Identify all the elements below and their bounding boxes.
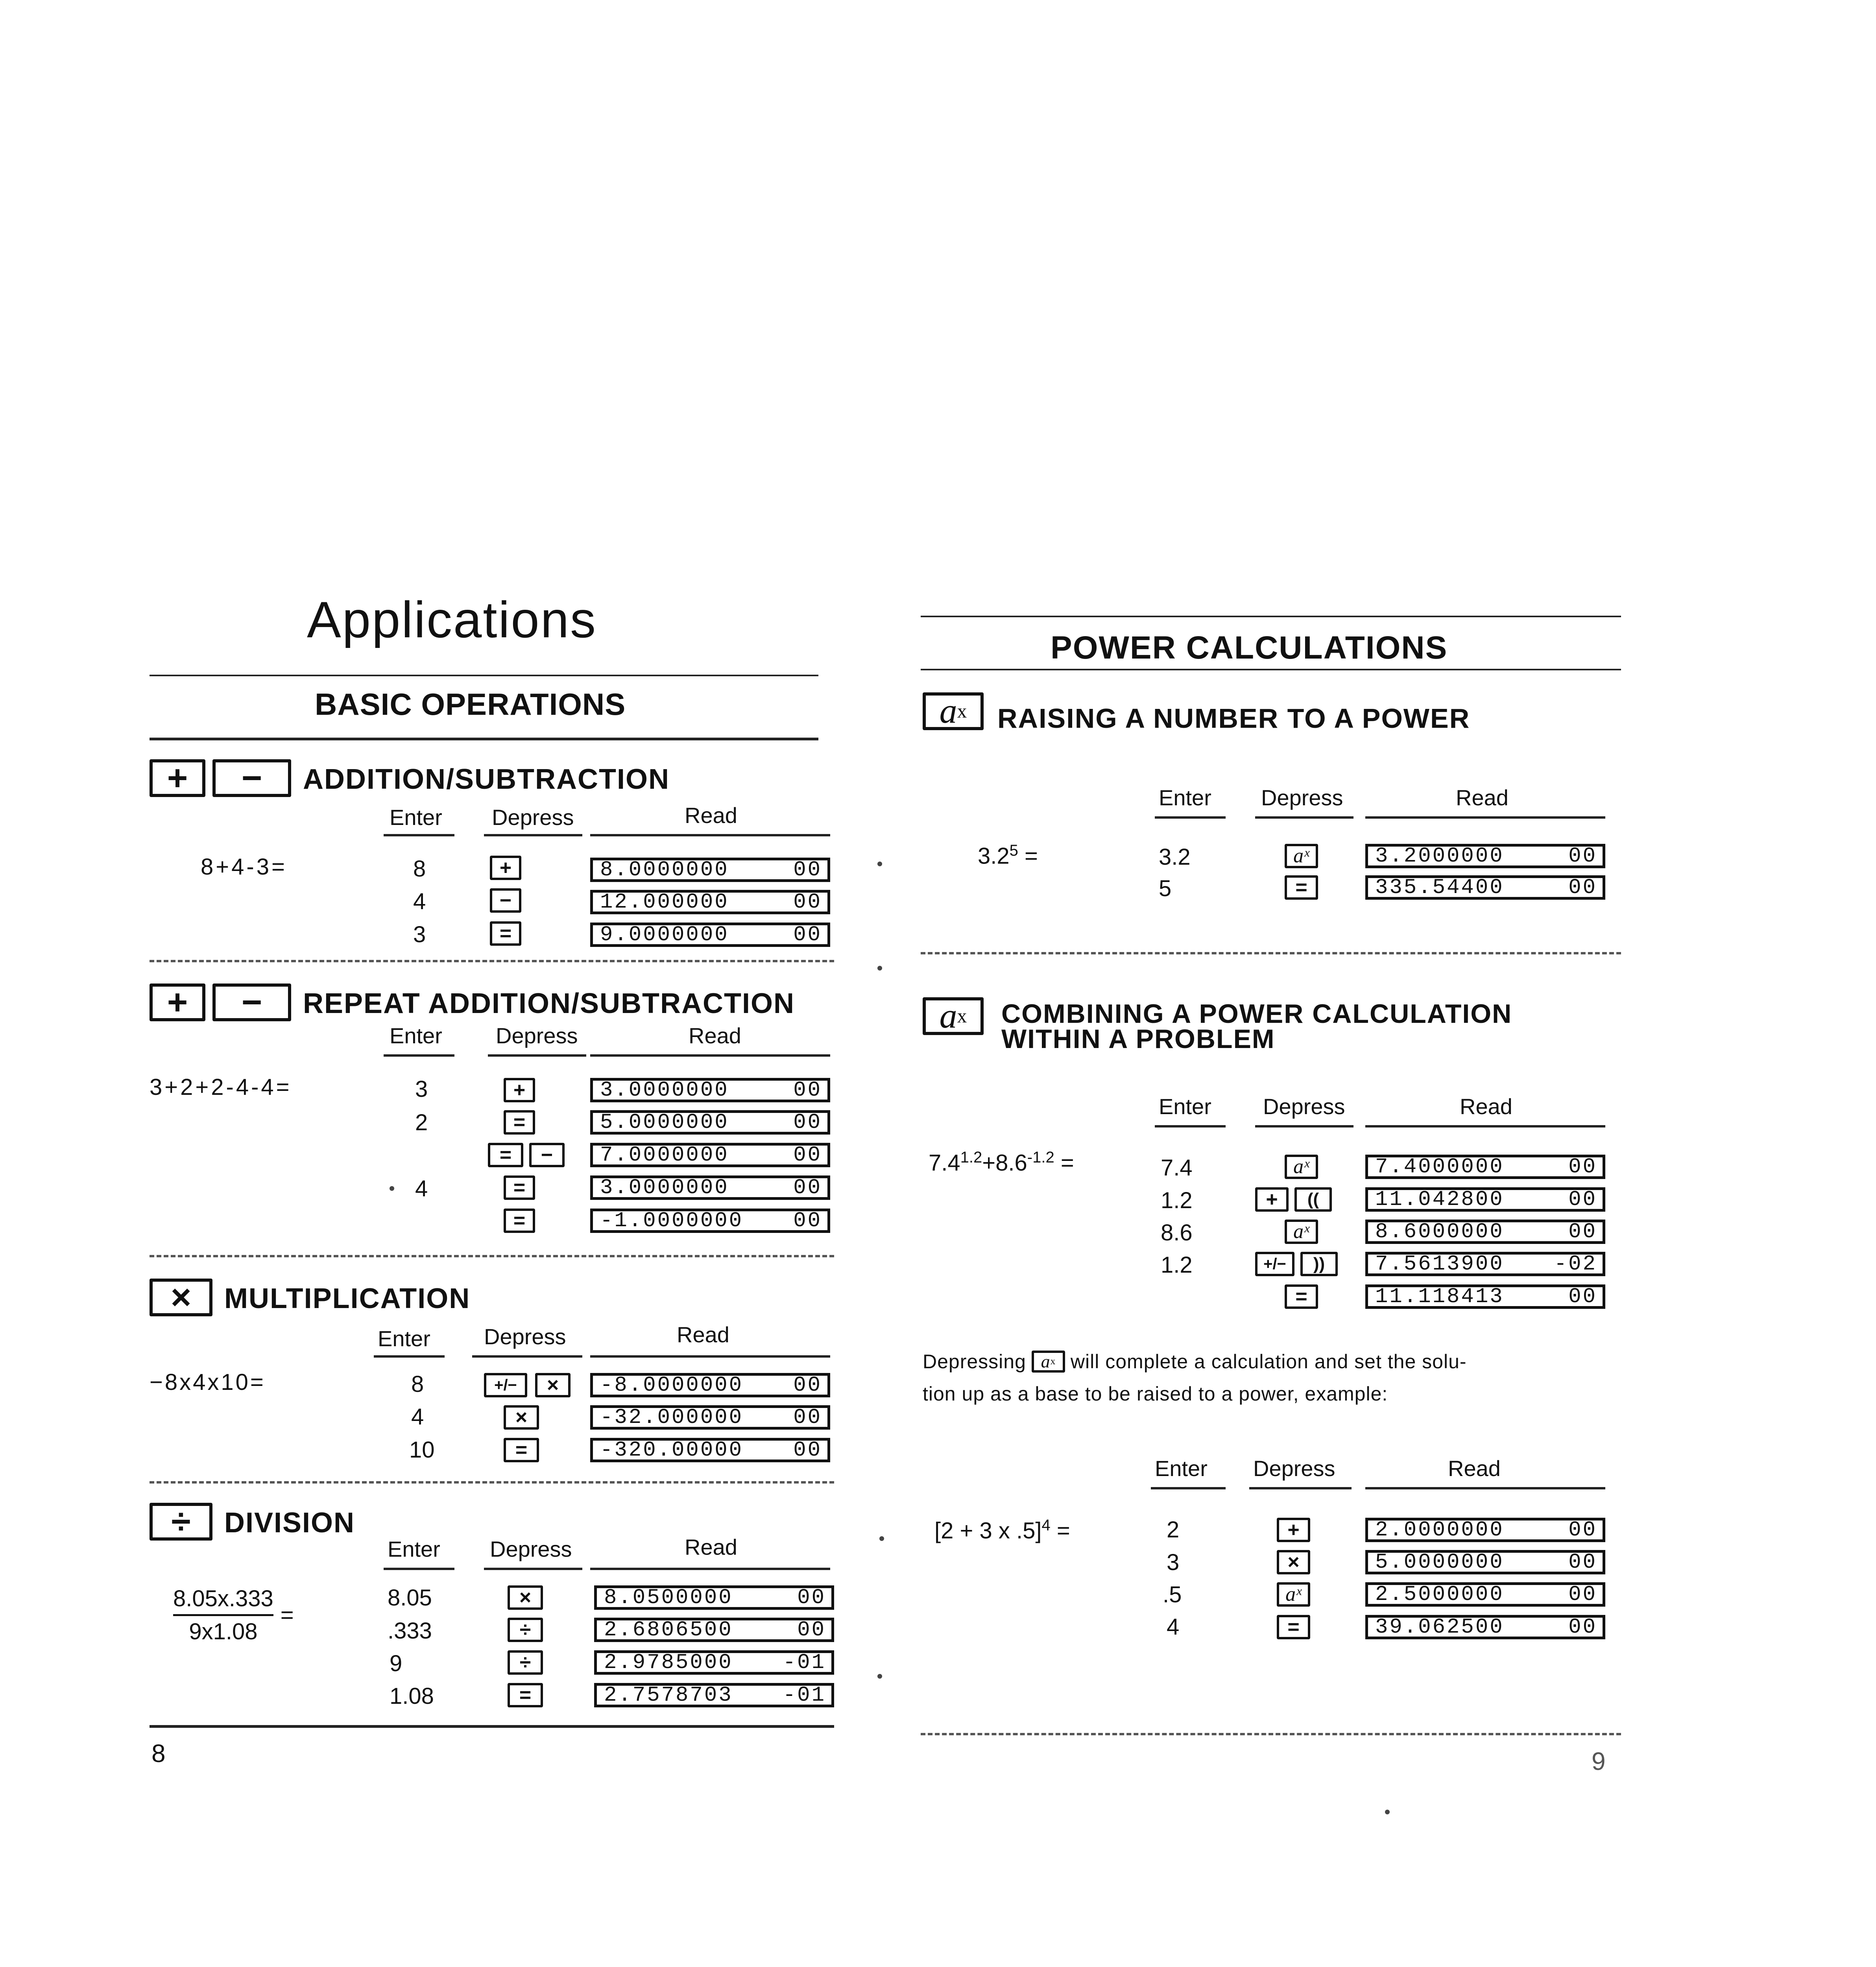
enter-value: 9 (390, 1651, 403, 1676)
readout-exponent: 00 (793, 1438, 822, 1462)
divider (150, 1481, 834, 1484)
column-header-read: Read (689, 1023, 741, 1048)
enter-value: 4 (413, 889, 426, 914)
column-header-enter: Enter (390, 805, 442, 830)
column-rule (1365, 1125, 1605, 1127)
equals-sign: = (280, 1602, 294, 1628)
expression: 8+4-3= (201, 854, 287, 880)
paragraph-text: Depressing (923, 1351, 1026, 1373)
enter-value: 3 (413, 922, 426, 947)
column-rule (384, 834, 454, 836)
readout-display (590, 1078, 830, 1102)
dot-mark (879, 1536, 884, 1541)
enter-value: 3.2 (1159, 844, 1191, 870)
column-rule (1255, 1125, 1353, 1127)
readout-exponent: 00 (793, 923, 822, 947)
readout-exponent: 00 (793, 1175, 822, 1200)
expression: 3+2+2-4-4= (150, 1074, 292, 1100)
divider (921, 952, 1621, 954)
column-rule (1249, 1487, 1352, 1489)
readout-mantissa: 2.9785000 (604, 1650, 733, 1675)
denominator: 9x1.08 (189, 1619, 258, 1644)
dot-mark (877, 966, 882, 971)
readout-display (590, 1143, 830, 1167)
readout-mantissa: -320.00000 (600, 1438, 744, 1462)
readout-exponent: 00 (1568, 875, 1597, 900)
readout-exponent: -01 (783, 1650, 826, 1675)
equals-key-icon: = (1285, 1284, 1318, 1309)
column-rule (590, 1568, 830, 1570)
column-rule (384, 1054, 454, 1057)
enter-value: 4 (415, 1176, 428, 1201)
readout-exponent: 00 (1568, 1518, 1597, 1542)
power-key-icon: aˣ (1285, 1155, 1318, 1179)
section-heading: POWER CALCULATIONS (1051, 630, 1448, 666)
page-number: 9 (1592, 1747, 1606, 1775)
paragraph-text: will complete a calculation and set the solu- (1070, 1351, 1467, 1373)
page-title: Applications (307, 591, 597, 648)
expression-base: 3.2 (978, 843, 1010, 869)
readout-exponent: 00 (1568, 1582, 1597, 1607)
divider (921, 1733, 1621, 1735)
section-title-repeat: REPEAT ADDITION/SUBTRACTION (303, 988, 795, 1019)
readout-display (590, 1110, 830, 1135)
enter-value: 7.4 (1161, 1155, 1193, 1181)
readout-exponent: 00 (793, 1110, 822, 1135)
readout-display (1365, 1615, 1605, 1639)
section-title-division: DIVISION (224, 1507, 355, 1539)
readout-mantissa: -8.0000000 (600, 1373, 744, 1397)
expression-exponent: 5 (1009, 842, 1018, 859)
column-header-enter: Enter (388, 1537, 440, 1561)
column-rule (1155, 816, 1226, 819)
enter-value: 1.2 (1161, 1188, 1193, 1213)
power-key-base: a (1041, 1351, 1051, 1371)
readout-exponent: -01 (783, 1683, 826, 1707)
column-header-enter: Enter (1159, 1094, 1211, 1119)
power-key-exponent: x (957, 700, 967, 722)
divider (150, 1255, 834, 1257)
readout-display (1365, 1155, 1605, 1179)
plus-key-icon: + (150, 984, 205, 1021)
enter-value: 8.6 (1161, 1220, 1193, 1246)
column-header-read: Read (685, 803, 737, 828)
readout-exponent: 00 (797, 1585, 826, 1610)
readout-exponent: 00 (1568, 1155, 1597, 1179)
divider (150, 738, 818, 740)
multiply-key-icon: × (535, 1373, 571, 1397)
power-key-icon: aˣ (1285, 844, 1318, 868)
readout-display (1365, 1550, 1605, 1574)
divide-key-icon: ÷ (150, 1503, 212, 1541)
column-rule (374, 1355, 445, 1358)
readout-display (590, 890, 830, 914)
column-rule (1365, 1487, 1605, 1489)
section-title-raising: RAISING A NUMBER TO A POWER (997, 703, 1470, 734)
plus-key-icon: + (150, 759, 205, 797)
expression-term: 7.4 (929, 1150, 960, 1176)
readout-exponent: 00 (1568, 1187, 1597, 1212)
expression (934, 1517, 1070, 1544)
readout-mantissa: 39.062500 (1375, 1615, 1504, 1639)
readout-exponent: 00 (1568, 1220, 1597, 1244)
enter-value: 3 (415, 1076, 428, 1102)
column-rule (1255, 816, 1353, 819)
power-key-base: a (939, 692, 957, 731)
paragraph-line (923, 1345, 1623, 1378)
column-header-depress: Depress (1263, 1094, 1345, 1119)
readout-mantissa: 8.6000000 (1375, 1220, 1504, 1244)
numerator: 8.05x.333 (173, 1586, 273, 1611)
readout-exponent: 00 (1568, 844, 1597, 868)
column-rule (590, 1355, 830, 1358)
equals-key-icon: = (1285, 875, 1318, 900)
close-paren-key-icon: )) (1300, 1252, 1338, 1276)
readout-mantissa: 7.5613900 (1375, 1252, 1504, 1276)
minus-key-icon: − (529, 1143, 565, 1167)
equals-key-icon: = (504, 1110, 535, 1135)
readout-exponent: 00 (793, 890, 822, 914)
enter-value: 1.2 (1161, 1252, 1193, 1278)
equals-sign: = (1060, 1150, 1074, 1176)
dot-mark (877, 862, 882, 866)
section-title-combining (1001, 1001, 1512, 1052)
readout-mantissa: 2.0000000 (1375, 1518, 1504, 1542)
divider (150, 675, 818, 676)
readout-mantissa: -32.000000 (600, 1405, 744, 1430)
enter-value: 2 (415, 1110, 428, 1135)
dot-mark (390, 1186, 394, 1191)
explanation-paragraph (923, 1345, 1623, 1410)
multiply-key-icon: × (508, 1585, 543, 1610)
multiply-key-icon: × (150, 1279, 212, 1316)
fraction (173, 1585, 273, 1645)
equals-key-icon: = (508, 1683, 543, 1707)
section-title-addition: ADDITION/SUBTRACTION (303, 764, 670, 795)
enter-value: 4 (1167, 1614, 1180, 1640)
section-title-multiplication: MULTIPLICATION (224, 1283, 471, 1314)
expression-exponent: 1.2 (960, 1149, 982, 1166)
column-header-read: Read (677, 1322, 729, 1347)
column-rule (590, 1054, 830, 1057)
power-key-icon (1032, 1351, 1065, 1373)
readout-mantissa: 9.0000000 (600, 923, 729, 947)
readout-exponent: 00 (793, 1143, 822, 1167)
readout-display (590, 923, 830, 947)
plus-key-icon: + (1255, 1187, 1289, 1212)
column-header-read: Read (1456, 785, 1509, 810)
readout-display (594, 1650, 834, 1675)
column-header-enter: Enter (1159, 785, 1211, 810)
plus-key-icon: + (490, 856, 521, 880)
readout-exponent: 00 (793, 858, 822, 882)
enter-value: 5 (1159, 876, 1172, 901)
equals-key-icon: = (504, 1175, 535, 1200)
readout-display (1365, 1252, 1605, 1276)
expression-term: 8.6 (995, 1150, 1027, 1176)
expression (929, 1149, 1074, 1176)
expression: −8x4x10= (150, 1369, 266, 1395)
enter-value: 3 (1167, 1550, 1180, 1575)
minus-key-icon: − (212, 984, 291, 1021)
plus-key-icon: + (504, 1078, 535, 1102)
power-key-icon: aˣ (1285, 1220, 1318, 1244)
readout-exponent: 00 (1568, 1284, 1597, 1309)
readout-display (1365, 875, 1605, 900)
dot-mark (877, 1674, 882, 1679)
enter-value: .333 (388, 1618, 432, 1644)
power-key-icon (923, 997, 984, 1035)
column-rule (1155, 1125, 1226, 1127)
column-rule (488, 1054, 586, 1057)
readout-display (594, 1683, 834, 1707)
readout-exponent: 00 (793, 1373, 822, 1397)
equals-key-icon: = (1277, 1615, 1310, 1639)
page-number: 8 (151, 1739, 166, 1768)
enter-value: 1.08 (390, 1683, 434, 1709)
readout-mantissa: 3.0000000 (600, 1175, 729, 1200)
enter-value: 4 (411, 1404, 424, 1430)
expression-base: [2 + 3 x .5] (934, 1518, 1042, 1544)
readout-mantissa: 7.0000000 (600, 1143, 729, 1167)
column-rule (384, 1568, 454, 1570)
divider (921, 669, 1621, 670)
column-rule (484, 834, 582, 836)
divide-key-icon: ÷ (508, 1618, 543, 1642)
plus-sign: + (982, 1150, 996, 1176)
multiply-key-icon: × (504, 1405, 539, 1430)
column-header-enter: Enter (390, 1023, 442, 1048)
readout-mantissa: -1.0000000 (600, 1209, 744, 1233)
fraction-bar (173, 1614, 273, 1616)
equals-key-icon: = (488, 1143, 523, 1167)
dot-mark (1385, 1810, 1390, 1814)
equals-key-icon: = (504, 1438, 539, 1462)
readout-exponent: 00 (793, 1405, 822, 1430)
equals-key-icon: = (490, 921, 521, 946)
readout-display (590, 858, 830, 882)
equals-sign: = (1025, 843, 1038, 869)
enter-value: .5 (1163, 1582, 1182, 1607)
readout-exponent: -02 (1554, 1252, 1597, 1276)
power-key-exponent: x (957, 1005, 967, 1027)
readout-mantissa: 335.54400 (1375, 875, 1504, 900)
column-header-depress: Depress (1253, 1456, 1335, 1481)
multiply-key-icon: × (1277, 1550, 1310, 1574)
open-paren-key-icon: (( (1294, 1187, 1332, 1212)
paragraph-line: tion up as a base to be raised to a power, example: (923, 1383, 1388, 1405)
column-header-read: Read (685, 1535, 737, 1559)
readout-mantissa: 2.6806500 (604, 1618, 733, 1642)
equals-key-icon: = (504, 1209, 535, 1233)
section-title-line: WITHIN A PROBLEM (1001, 1024, 1275, 1054)
minus-key-icon: − (490, 888, 521, 913)
readout-display (594, 1585, 834, 1610)
section-heading: BASIC OPERATIONS (315, 687, 626, 721)
minus-key-icon: − (212, 759, 291, 797)
fraction-expression (173, 1585, 294, 1645)
readout-display (1365, 1582, 1605, 1607)
divider (150, 960, 834, 962)
power-key-icon (923, 692, 984, 730)
readout-mantissa: 11.042800 (1375, 1187, 1504, 1212)
column-header-depress: Depress (496, 1023, 578, 1048)
readout-mantissa: 8.0500000 (604, 1585, 733, 1610)
column-header-read: Read (1460, 1094, 1512, 1119)
readout-exponent: 00 (1568, 1550, 1597, 1574)
readout-display (590, 1373, 830, 1397)
enter-value: 8 (413, 856, 426, 882)
expression (978, 842, 1038, 869)
readout-mantissa: 7.4000000 (1375, 1155, 1504, 1179)
readout-display (1365, 1284, 1605, 1309)
readout-display (1365, 844, 1605, 868)
readout-display (594, 1618, 834, 1642)
column-header-depress: Depress (484, 1324, 566, 1349)
column-header-enter: Enter (1155, 1456, 1208, 1481)
readout-mantissa: 11.118413 (1375, 1284, 1504, 1309)
readout-display (1365, 1187, 1605, 1212)
change-sign-key-icon: +/− (1255, 1252, 1294, 1276)
expression-exponent: -1.2 (1027, 1149, 1054, 1166)
column-rule (590, 834, 830, 836)
column-header-depress: Depress (1261, 785, 1343, 810)
column-rule (1151, 1487, 1226, 1489)
readout-mantissa: 8.0000000 (600, 858, 729, 882)
readout-display (590, 1175, 830, 1200)
section-title-line: COMBINING A POWER CALCULATION (1001, 999, 1512, 1029)
readout-mantissa: 3.2000000 (1375, 844, 1504, 868)
enter-value: 10 (409, 1437, 435, 1463)
readout-mantissa: 2.7578703 (604, 1683, 733, 1707)
readout-exponent: 00 (793, 1078, 822, 1102)
readout-display (590, 1209, 830, 1233)
divider (150, 1725, 834, 1728)
power-key-base: a (939, 996, 957, 1035)
plus-key-icon: + (1277, 1518, 1310, 1542)
change-sign-key-icon: +/− (484, 1373, 527, 1397)
power-key-icon: aˣ (1277, 1582, 1310, 1607)
column-header-depress: Depress (490, 1537, 572, 1561)
readout-display (1365, 1220, 1605, 1244)
column-rule (1365, 816, 1605, 819)
readout-mantissa: 12.000000 (600, 890, 729, 914)
equals-sign: = (1056, 1518, 1070, 1544)
divide-key-icon: ÷ (508, 1650, 543, 1675)
column-header-enter: Enter (378, 1326, 430, 1351)
readout-exponent: 00 (1568, 1615, 1597, 1639)
power-key-exponent: x (1050, 1356, 1056, 1367)
readout-display (590, 1405, 830, 1430)
readout-display (1365, 1518, 1605, 1542)
enter-value: 8 (411, 1371, 424, 1397)
column-rule (472, 1355, 582, 1358)
divider (921, 616, 1621, 617)
readout-exponent: 00 (797, 1618, 826, 1642)
expression-exponent: 4 (1041, 1517, 1051, 1534)
readout-mantissa: 2.5000000 (1375, 1582, 1504, 1607)
readout-mantissa: 3.0000000 (600, 1078, 729, 1102)
column-rule (484, 1568, 582, 1570)
column-header-depress: Depress (492, 805, 574, 830)
readout-exponent: 00 (793, 1209, 822, 1233)
enter-value: 8.05 (388, 1585, 432, 1611)
column-header-read: Read (1448, 1456, 1501, 1481)
readout-mantissa: 5.0000000 (1375, 1550, 1504, 1574)
enter-value: 2 (1167, 1517, 1180, 1543)
readout-display (590, 1438, 830, 1462)
readout-mantissa: 5.0000000 (600, 1110, 729, 1135)
